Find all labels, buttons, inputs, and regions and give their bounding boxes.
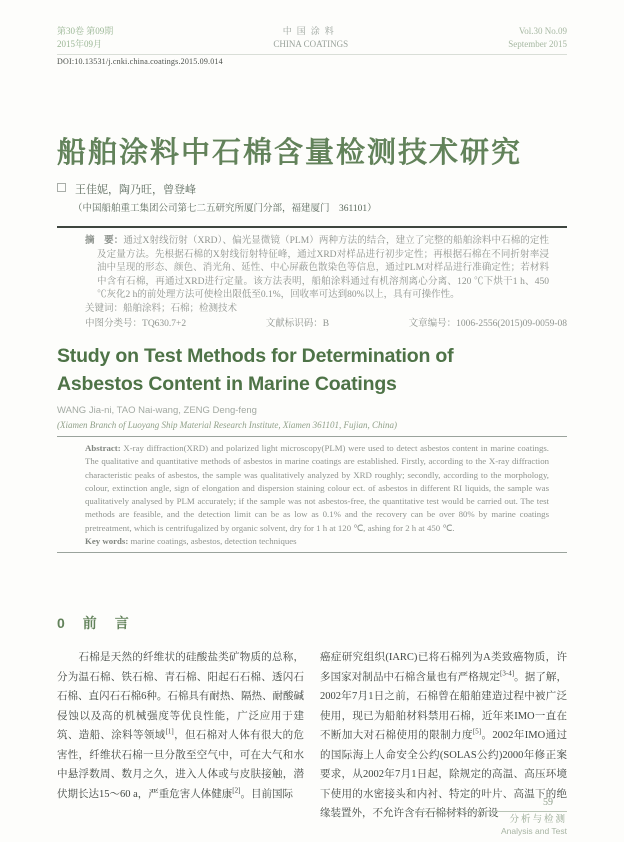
footer-section-cn: 分析与检测 [509,815,567,825]
volume-number-en: Vol.30 No.09 [518,26,567,36]
journal-name-en: CHINA COATINGS [273,39,349,49]
header-issue-info [57,25,113,51]
body-column-left: 石棉是天然的纤维状的硅酸盐类矿物质的总称，分为温石棉、铁石棉、青石棉、阳起石石棉、透闪石石棉、直闪石石棉6种。石棉具有耐热、隔热、耐酸碱侵蚀以及高的机械强度等优良性能，广泛应用于建筑、造船、涂料等领域[1]，但石棉对人体有很大的危害性，纤维状石棉一旦分散至空气中，可在大气和水中悬浮数周、数月之久，进入人体或与皮肤接触，潜伏期长达15～60 a，严重危害人体健康[2]。目前国际 [57,652,305,800]
affiliation-cn: （中国船舶重工集团公司第七二五研究所厦门分部，福建厦门 361101） [73,204,377,214]
article-title-cn: 船舶涂料中石棉含量检测技术研究 [57,137,523,169]
page-number: 59 [543,797,553,808]
title-divider [57,226,567,228]
keywords-cn-label: 关键词： [85,303,124,314]
footer-section-en: Analysis and Test [501,826,567,836]
article-title-en: Study on Test Methods for Determination of Asbestos Content in Marine Coatings [57,345,454,395]
abstract-cn [85,235,549,303]
header-volume-en [508,25,567,51]
affiliation-en: (Xiamen Branch of Luoyang Ship Material Research Institute, Xiamen 361101, Fujian, China) [57,420,397,430]
authors-line-cn [57,181,567,197]
abstract-cn-label: 摘 要： [85,236,124,246]
keywords-en-text: marine coatings, asbestos, detection techniques [128,536,297,547]
header-journal-name [273,25,348,51]
issue-date-cn: 2015年09月 [57,39,103,49]
abstract-cn-text: 通过X射线衍射（XRD）、偏光显微镜（PLM）两种方法的结合，建立了完整的船舶涂料中石棉的定性及定量方法。先根据石棉的X射线衍射特征峰，通过XRD对样品进行初步定性；再根据石棉在不同折射率浸油中呈现的形态、颜色、消光角、延性、中心屏蔽色散染色等信息，通过PLM对样品进行准确定性；若材料中含有石棉，再通过XRD进行定量。该方法表明，船舶涂料通过有机溶剂离心分离、120 ℃下烘干1 h、450 ℃灰化2 h的前处理方法可使检出限低至0.1%，回收率可达到80%以上，具有可操作性。 [97,236,549,300]
abstract-bottom-divider [57,552,567,553]
journal-name-cn: 中国涂料 [282,26,339,36]
abstract-en [85,442,549,535]
keywords-en-label: Key words: [85,536,129,547]
section-heading-intro: 0 前 言 [57,615,131,632]
authors-en: WANG Jia-ni, TAO Nai-wang, ZENG Deng-feng [57,405,257,416]
header-divider [57,54,567,55]
keywords-cn [85,303,549,317]
abstract-en-text: X-ray diffraction(XRD) and polarized light microscopy(PLM) were used to detect asbestos content in marine coatings. The qualitative and quantitative methods of asbestos in marine coatings are established. Firstly, according to the X-ray diffraction characteristic peaks of asbestos, the sample was qualitatively analyzed by XRD roughly; secondly, according to the morphology, colour, extinction angle, sign of elongation and dispersion staining colour ect. of asbestos in different RI liquids, the sample was qualitatively analysed by PLM accurately; if the sample was not asbestos-free, the quantitative test would be carried out. The test methods are feasible, and the detection limit can be as low as 0.1% and the recovery can be over 80% by marine coatings pretreatment, which is centrifugalized by organic solvent, dry for 1 h at 120 ℃, ashing for 2 h at 450 ℃. [85,443,549,533]
keywords-cn-text: 船舶涂料；石棉；检测技术 [123,303,238,314]
authors-cn: 王佳妮，陶乃旺，曾登峰 [75,184,196,196]
footer-divider [415,811,567,812]
keywords-en [85,535,549,548]
body-column-right: 癌症研究组织(IARC)已将石棉列为A类致癌物质，许多国家对制品中石棉含量也有严格规定[3-4]。据了解，2002年7月1日之前，石棉曾在船舶建造过程中被广泛使用，现已为船舶材料禁用石棉，近年来IMO一直在不断加大对石棉使用的限制力度[5]。2002年IMO通过的国际海上人命安全公约(SOLAS公约)2000年修正案要求，从2002年7月1日起，除规定的高温、高压环境下使用的水密接头和内衬、特定的叶片、高温下的绝缘装置外，不允许含有石棉材料的新设 [320,652,568,820]
page-header [57,25,567,51]
issue-volume-cn: 第30卷 第09期 [57,26,114,36]
document-code: 文献标识码：B [265,319,330,329]
issue-date-en: September 2015 [508,39,567,49]
doi-line: DOI:10.13531/j.cnki.china.coatings.2015.09.014 [57,57,223,66]
abstract-en-label: Abstract: [85,443,121,453]
article-meta-row [85,317,567,331]
abstract-top-divider [57,436,567,437]
page-footer [415,797,567,837]
article-id: 文章编号：1006-2556(2015)09-0059-08 [408,319,567,329]
clc-number: 中图分类号：TQ630.7+2 [85,319,187,329]
author-marker-icon [57,183,66,192]
